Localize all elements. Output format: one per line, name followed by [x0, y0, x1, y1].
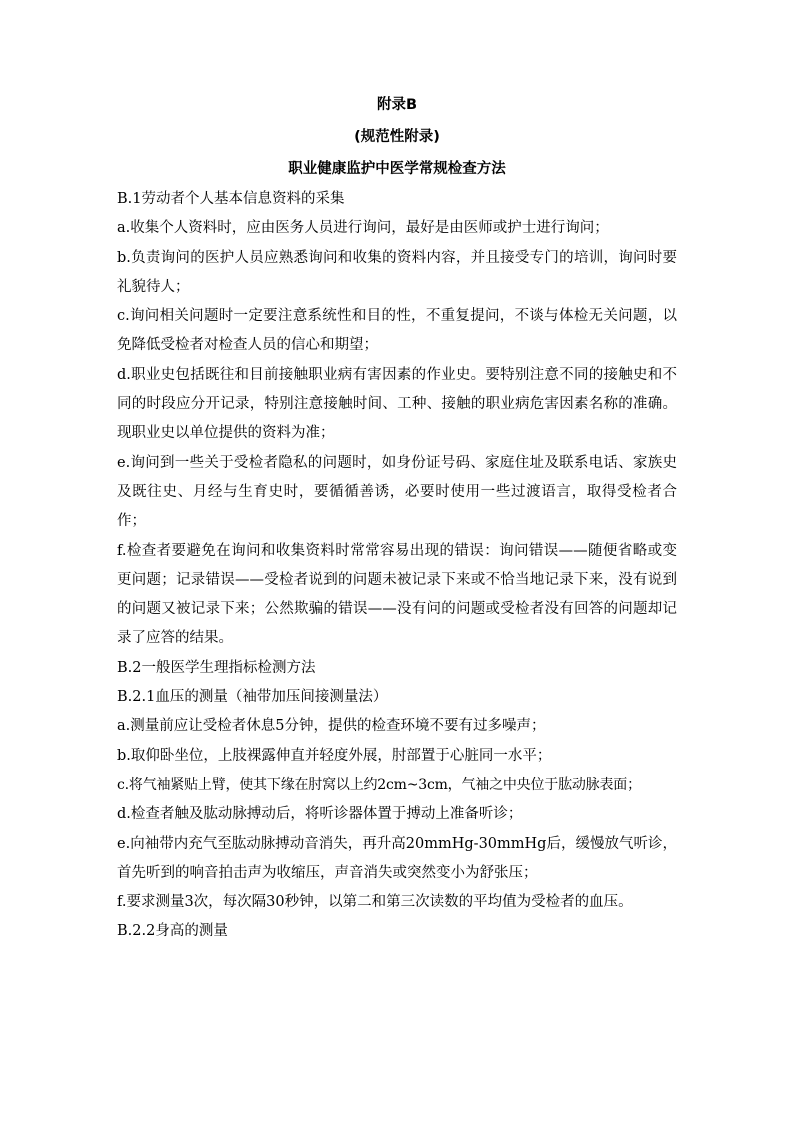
- paragraph-b21-c: c.将气袖紧贴上臂，使其下缘在肘窝以上约2cm~3cm，气袖之中央位于肱动脉表面；: [117, 776, 641, 793]
- section-heading-b1: B.1劳动者个人基本信息资料的采集: [117, 191, 345, 207]
- normative-label: (规范性附录): [354, 129, 440, 145]
- paragraph-b21-d: d.检查者触及肱动脉搏动后，将听诊器体置于搏动上准备听诊；: [117, 806, 523, 823]
- section-heading-b22: B.2.2身高的测量: [117, 923, 228, 940]
- paragraph-b1-c: c.询问相关问题时一定要注意系统性和目的性，不重复提问，不谈与体检无关问题，以免降低受检者对检查人员的信心和期望；: [117, 308, 677, 354]
- section-heading-b2: B.2一般医学生理指标检测方法: [117, 659, 316, 676]
- section-heading-b21: B.2.1血压的测量（袖带加压间接测量法）: [117, 689, 388, 706]
- paragraph-b21-f: f.要求测量3次，每次隔30秒钟，以第二和第三次读数的平均值为受检者的血压。: [117, 894, 633, 911]
- appendix-heading: 附录B: [376, 97, 418, 113]
- paragraph-b1-f: f.检查者要避免在询问和收集资料时常常容易出现的错误：询问错误——随便省略或变更问题；记录错误——受检者说到的问题未被记录下来或不恰当地记录下来，没有说到的问题又被记录下来；公然欺骗的错误——没有问的问题或受检者没有回答的问题却记录了应答的结果。: [117, 542, 677, 647]
- paragraph-b21-e: e.向袖带内充气至肱动脉搏动音消失，再升高20mmHg-30mmHg后，缓慢放气听诊，首先听到的响音拍击声为收缩压，声音消失或突然变小为舒张压；: [117, 835, 677, 881]
- paragraph-b21-a: a.测量前应让受检者休息5分钟，提供的检查环境不要有过多噪声；: [117, 718, 546, 735]
- document-title: 职业健康监护中医学常规检查方法: [288, 161, 506, 177]
- paragraph-b21-b: b.取仰卧坐位，上肢裸露伸直并轻度外展，肘部置于心脏同一水平；: [117, 747, 552, 764]
- document-page: [117, 89, 677, 947]
- paragraph-b1-d: d.职业史包括既往和目前接触职业病有害因素的作业史。要特别注意不同的接触史和不同的时段应分开记录，特别注意接触时间、工种、接触的职业病危害因素名称的准确。现职业史以单位提供的资料为准；: [117, 366, 677, 442]
- paragraph-b1-e: e.询问到一些关于受检者隐私的问题时，如身份证号码、家庭住址及联系电话、家族史及既往史、月经与生育史时，要循循善诱，必要时使用一些过渡语言，取得受检者合作；: [117, 454, 677, 530]
- paragraph-b1-b: b.负责询问的医护人员应熟悉询问和收集的资料内容，并且接受专门的培训，询问时要礼貌待人；: [117, 249, 677, 295]
- paragraph-b1-a: a.收集个人资料时，应由医务人员进行询问，最好是由医师或护士进行询问；: [117, 220, 609, 237]
